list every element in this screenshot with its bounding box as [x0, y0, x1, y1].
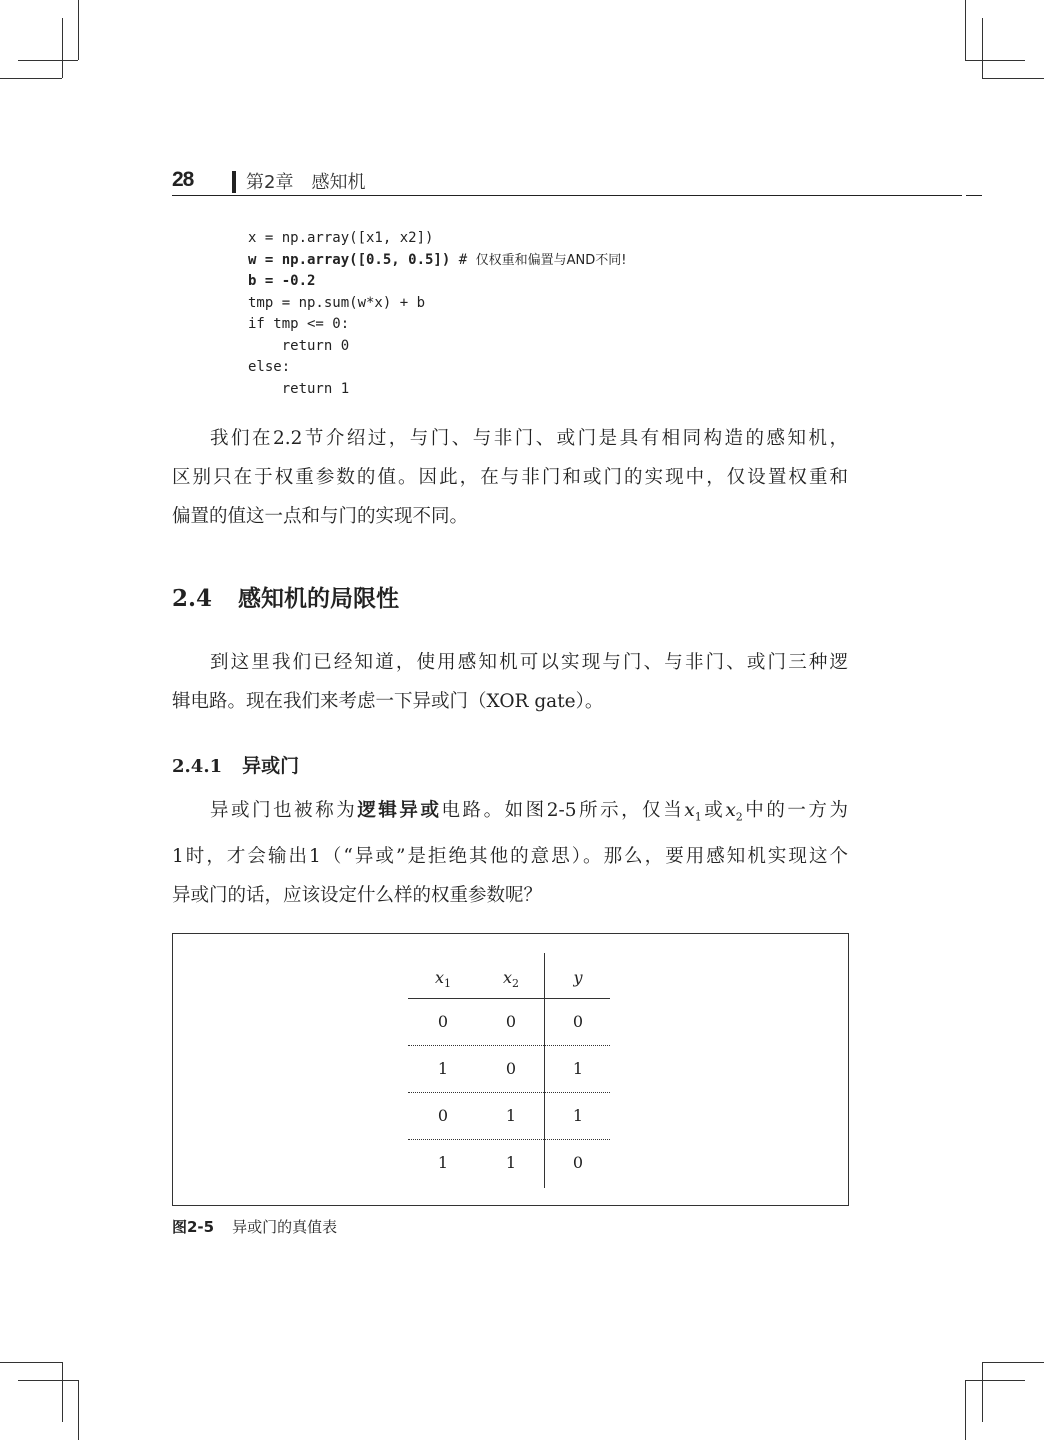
code-line: x = np.array([x1, x2])	[248, 230, 434, 246]
section-number: 2.4	[172, 585, 213, 612]
subsection-number: 2.4.1	[172, 756, 223, 777]
crop-mark	[982, 78, 1044, 79]
crop-mark	[78, 0, 79, 60]
crop-mark	[982, 18, 983, 78]
table-cell: 0	[437, 1012, 449, 1031]
crop-mark	[18, 1380, 78, 1381]
table-row-rule	[408, 1045, 610, 1046]
section-title: 感知机的局限性	[238, 586, 400, 612]
paragraph-line: 辑电路。现在我们来考虑一下异或门（XOR gate）。	[172, 691, 604, 712]
table-cell: 1	[572, 1106, 584, 1125]
crop-mark	[78, 1380, 79, 1440]
figure-caption	[172, 1216, 337, 1237]
text: 中的一方为	[742, 800, 848, 821]
math-var: y	[573, 968, 583, 987]
paragraph-line: 1时，才会输出1（“异或”是拒绝其他的意思）。那么，要用感知机实现这个	[172, 845, 848, 867]
paragraph-line: 到这里我们已经知道，使用感知机可以实现与门、与非门、或门三种逻	[210, 652, 848, 673]
subscript: 1	[444, 977, 452, 991]
table-cell: 1	[572, 1059, 584, 1078]
subscript: 1	[694, 810, 702, 824]
table-header-x1	[423, 968, 463, 990]
table-row-rule	[408, 1092, 610, 1093]
bold-term: 逻辑异或	[357, 800, 442, 821]
paragraph-line	[172, 791, 848, 837]
table-header-x2	[491, 968, 531, 990]
code-comment-hash: #	[450, 251, 476, 268]
table-cell: 1	[437, 1153, 449, 1172]
table-header-y	[558, 968, 598, 987]
crop-mark	[965, 1380, 966, 1440]
code-line: b = -0.2	[248, 273, 316, 289]
math-var: x	[725, 800, 736, 821]
subsection-heading	[172, 751, 299, 778]
code-line: else:	[248, 359, 291, 375]
table-cell: 1	[505, 1153, 517, 1172]
subscript: 2	[512, 977, 520, 991]
crop-mark	[0, 1362, 62, 1363]
paragraph-line: 异或门的话，应该设定什么样的权重参数呢？	[172, 884, 543, 906]
math-var: x	[502, 968, 513, 987]
crop-mark	[965, 0, 966, 60]
code-block	[248, 228, 626, 400]
table-cell: 1	[437, 1059, 449, 1078]
crop-mark	[18, 60, 78, 61]
section-heading	[172, 580, 399, 613]
table-divider	[544, 953, 545, 1188]
table-cell: 0	[572, 1153, 584, 1172]
caption-text: 异或门的真值表	[232, 1218, 338, 1236]
table-cell: 1	[505, 1106, 517, 1125]
page-number: 28	[172, 168, 194, 191]
crop-mark	[62, 1362, 63, 1422]
header-rule	[966, 195, 982, 196]
header-rule	[172, 195, 962, 196]
paragraph	[172, 419, 848, 536]
paragraph-line: 我们在2.2节介绍过，与门、与非门、或门是具有相同构造的感知机，	[210, 428, 848, 449]
code-comment: 仅权重和偏置与AND不同!	[475, 252, 627, 268]
table-cell: 0	[505, 1012, 517, 1031]
table-header-rule	[408, 998, 610, 999]
figure-truth-table	[172, 933, 849, 1206]
paragraph-line: 偏置的值这一点和与门的实现不同。	[172, 506, 469, 527]
text: 电路。如图2-5所示，仅当	[441, 800, 685, 821]
header-bar	[232, 171, 236, 193]
table-cell: 0	[437, 1106, 449, 1125]
crop-mark	[965, 1380, 1025, 1381]
code-line: if tmp <= 0:	[248, 316, 350, 332]
paragraph	[172, 791, 848, 915]
chapter-title: 第2章 感知机	[246, 172, 366, 193]
crop-mark	[982, 1362, 1044, 1363]
text: 异或门也被称为	[210, 800, 358, 821]
table-cell: 0	[572, 1012, 584, 1031]
subsection-title: 异或门	[242, 755, 300, 777]
code-line: return 0	[248, 337, 350, 354]
text: 或	[701, 800, 726, 821]
caption-number: 图2-5	[172, 1218, 215, 1236]
subscript: 2	[735, 810, 743, 824]
table-cell: 0	[505, 1059, 517, 1078]
paragraph-line: 区别只在于权重参数的值。因此，在与非门和或门的实现中，仅设置权重和	[172, 467, 848, 488]
code-line: w = np.array([0.5, 0.5])	[248, 251, 451, 268]
code-line: return 1	[248, 380, 350, 397]
table-row-rule	[408, 1139, 610, 1140]
crop-mark	[965, 60, 1025, 61]
math-var: x	[684, 800, 695, 821]
math-var: x	[434, 968, 445, 987]
code-line: tmp = np.sum(w*x) + b	[248, 294, 426, 311]
crop-mark	[0, 78, 62, 79]
crop-mark	[982, 1362, 983, 1422]
paragraph	[172, 643, 848, 721]
crop-mark	[62, 18, 63, 78]
